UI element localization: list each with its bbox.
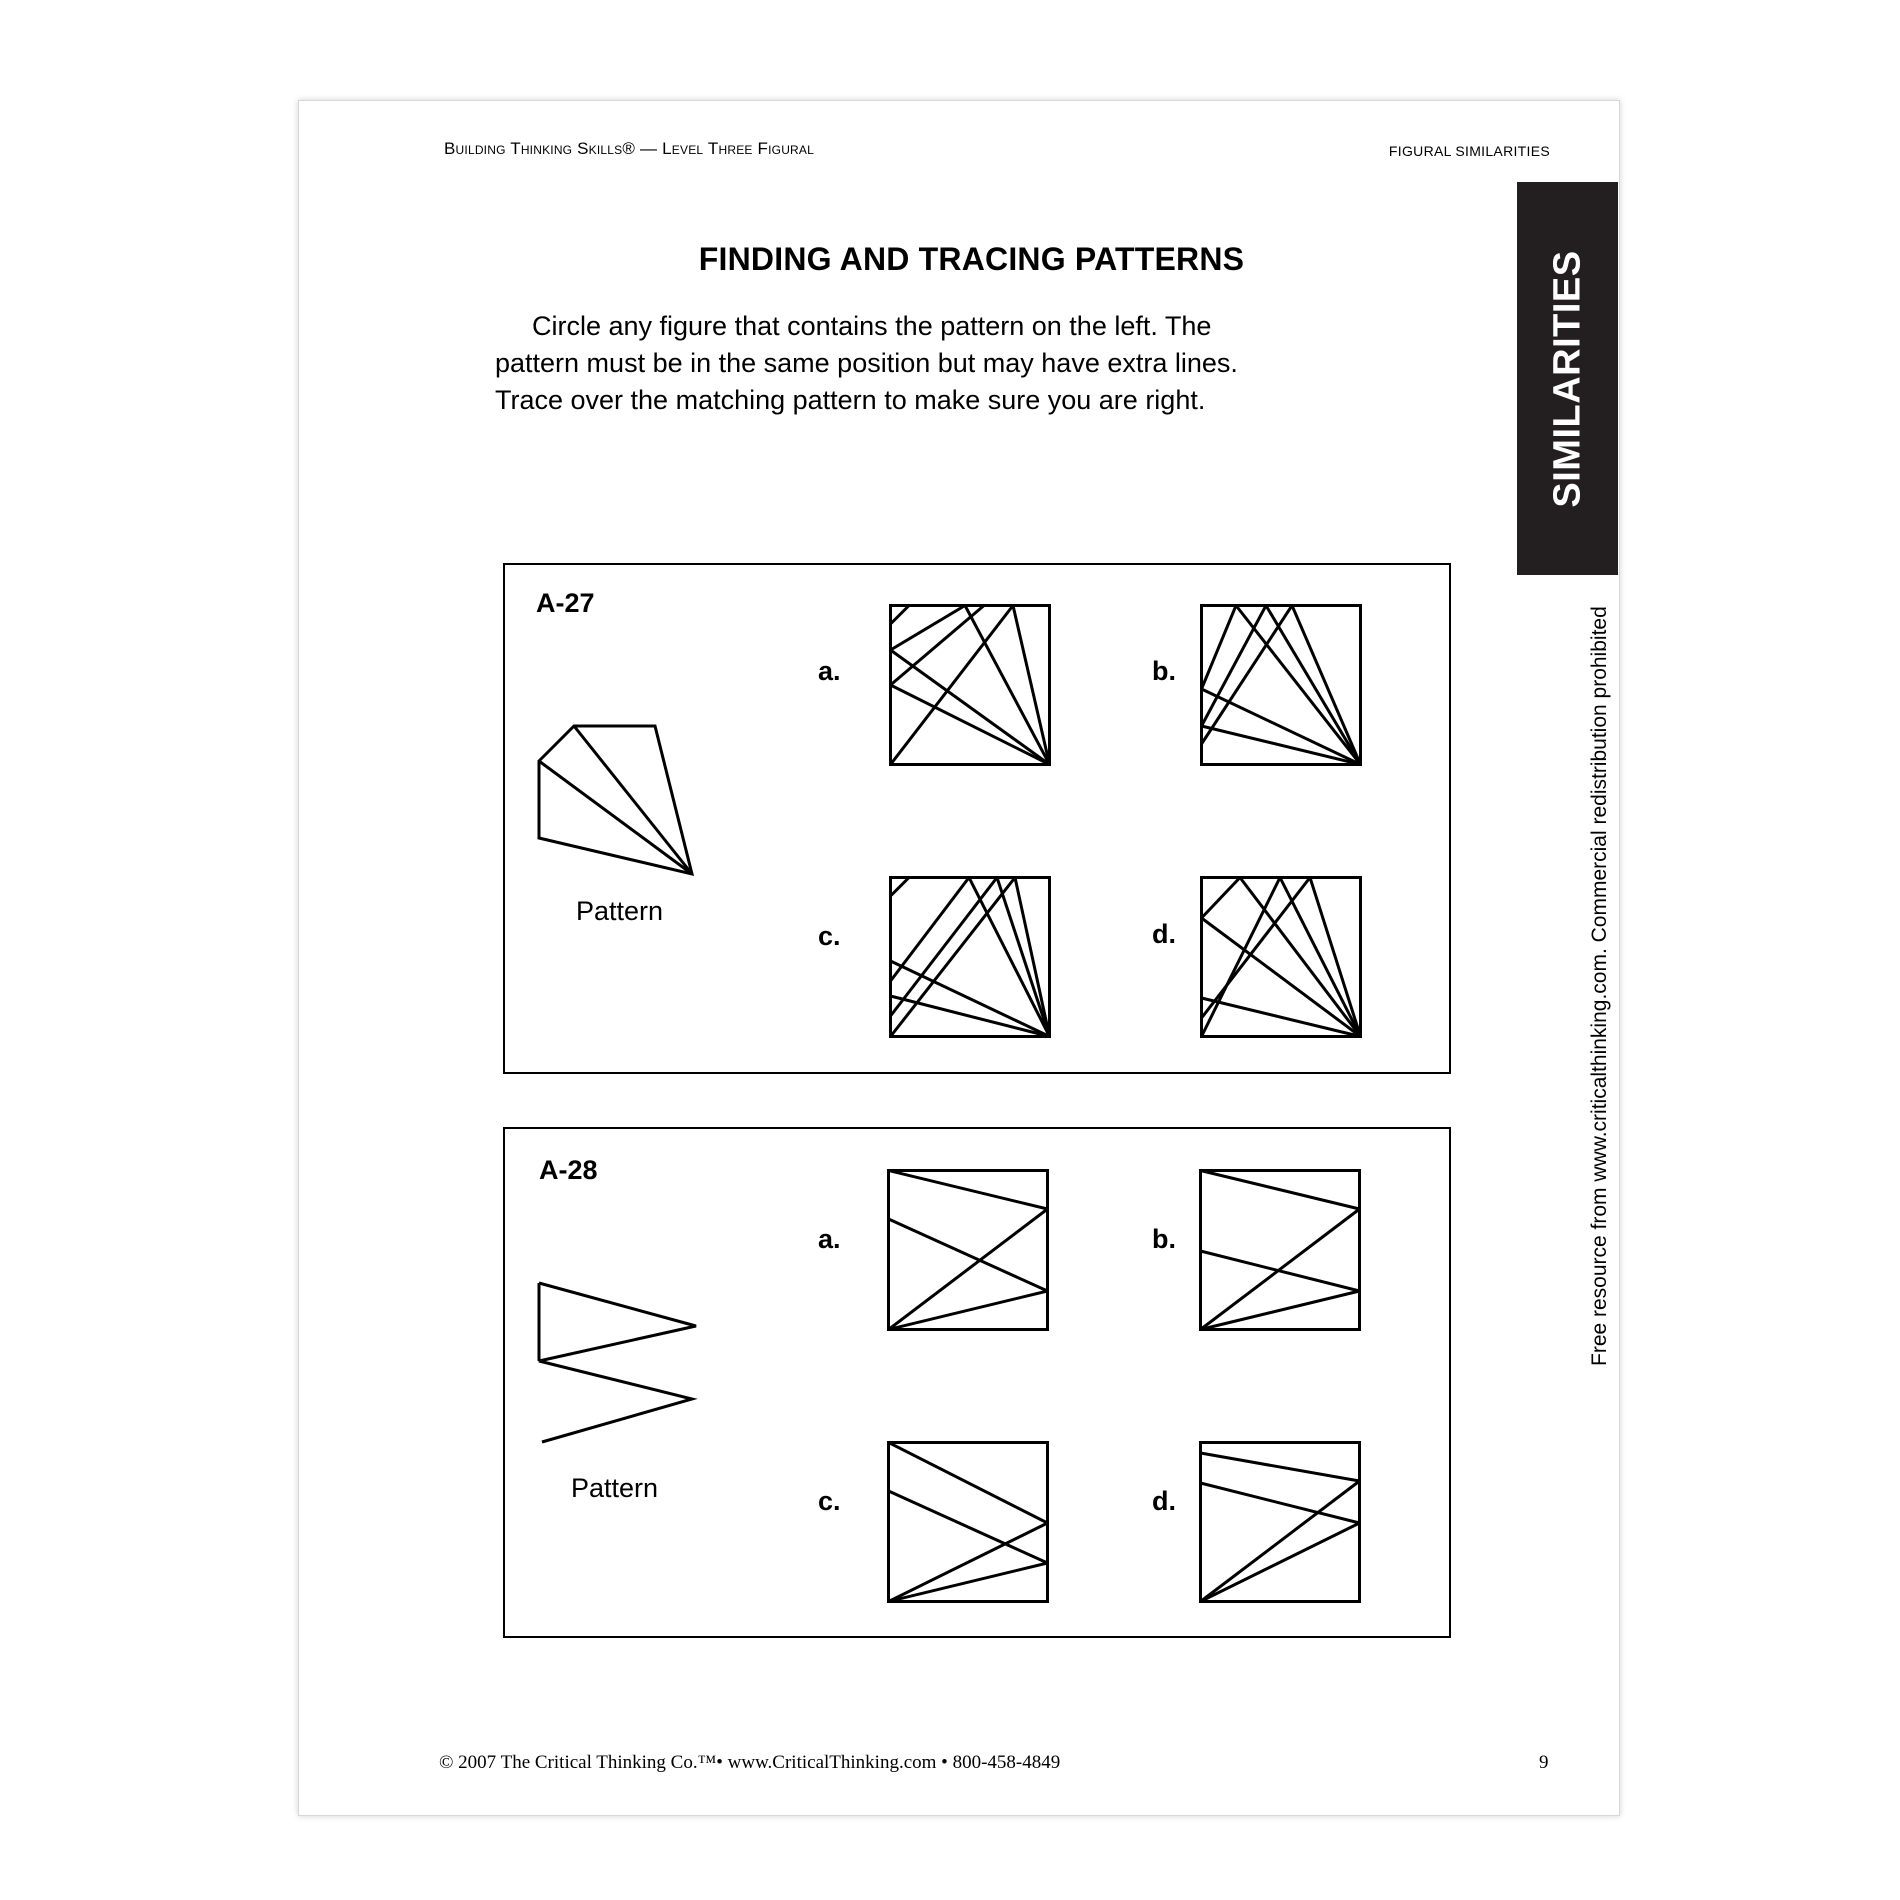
worksheet-page xyxy=(298,100,1620,1816)
section-tab xyxy=(1517,182,1618,575)
instruction-line-2: pattern must be in the same position but may have extra lines. xyxy=(495,348,1238,378)
problem-a28-id: A-28 xyxy=(539,1155,598,1185)
page-title: FINDING AND TRACING PATTERNS xyxy=(698,241,1245,277)
problem-a28-option-b-figure[interactable] xyxy=(1199,1169,1361,1331)
problem-a27-id: A-27 xyxy=(536,588,595,618)
problem-a28-option-a-label[interactable]: a. xyxy=(818,1224,841,1254)
section-tab-label: SIMILARITIES xyxy=(1546,249,1588,508)
problem-a28-option-a-figure[interactable] xyxy=(887,1169,1049,1331)
problem-a27-option-d-label[interactable]: d. xyxy=(1152,919,1176,949)
problem-a27-option-b-label[interactable]: b. xyxy=(1152,656,1176,686)
problem-a28-option-d-label[interactable]: d. xyxy=(1152,1486,1176,1516)
problem-a27-pattern-label: Pattern xyxy=(576,896,664,926)
problem-a27-option-b-figure[interactable] xyxy=(1200,604,1362,766)
problem-a28-option-c-figure[interactable] xyxy=(887,1441,1049,1603)
copyright-footer: © 2007 The Critical Thinking Co.™• www.CriticalThinking.com • 800-458-4849 xyxy=(439,1752,1061,1773)
problem-a27-pattern-figure xyxy=(536,716,700,880)
redistribution-notice: Free resource from www.criticalthinking.com. Commercial redistribution prohibited xyxy=(1588,606,1611,1366)
page-number: 9 xyxy=(1539,1752,1549,1773)
problem-a28-pattern-figure xyxy=(537,1279,701,1443)
instructions xyxy=(495,308,1455,419)
instruction-line-1: Circle any figure that contains the pattern on the left. The xyxy=(532,311,1212,341)
problem-a27-option-a-label[interactable]: a. xyxy=(818,656,841,686)
problem-a28-option-c-label[interactable]: c. xyxy=(818,1486,841,1516)
problem-a27-option-a-figure[interactable] xyxy=(889,604,1051,766)
problem-a28-option-d-figure[interactable] xyxy=(1199,1441,1361,1603)
book-title-header: Building Thinking Skills® — Level Three Figural xyxy=(444,139,815,158)
section-header: FIGURAL SIMILARITIES xyxy=(1388,143,1550,159)
problem-a27-option-c-label[interactable]: c. xyxy=(818,921,841,951)
instruction-line-3: Trace over the matching pattern to make sure you are right. xyxy=(495,385,1206,415)
problem-a27-option-c-figure[interactable] xyxy=(889,876,1051,1038)
problem-a27-option-d-figure[interactable] xyxy=(1200,876,1362,1038)
problem-a28-pattern-label: Pattern xyxy=(571,1473,659,1503)
problem-a28-option-b-label[interactable]: b. xyxy=(1152,1224,1176,1254)
